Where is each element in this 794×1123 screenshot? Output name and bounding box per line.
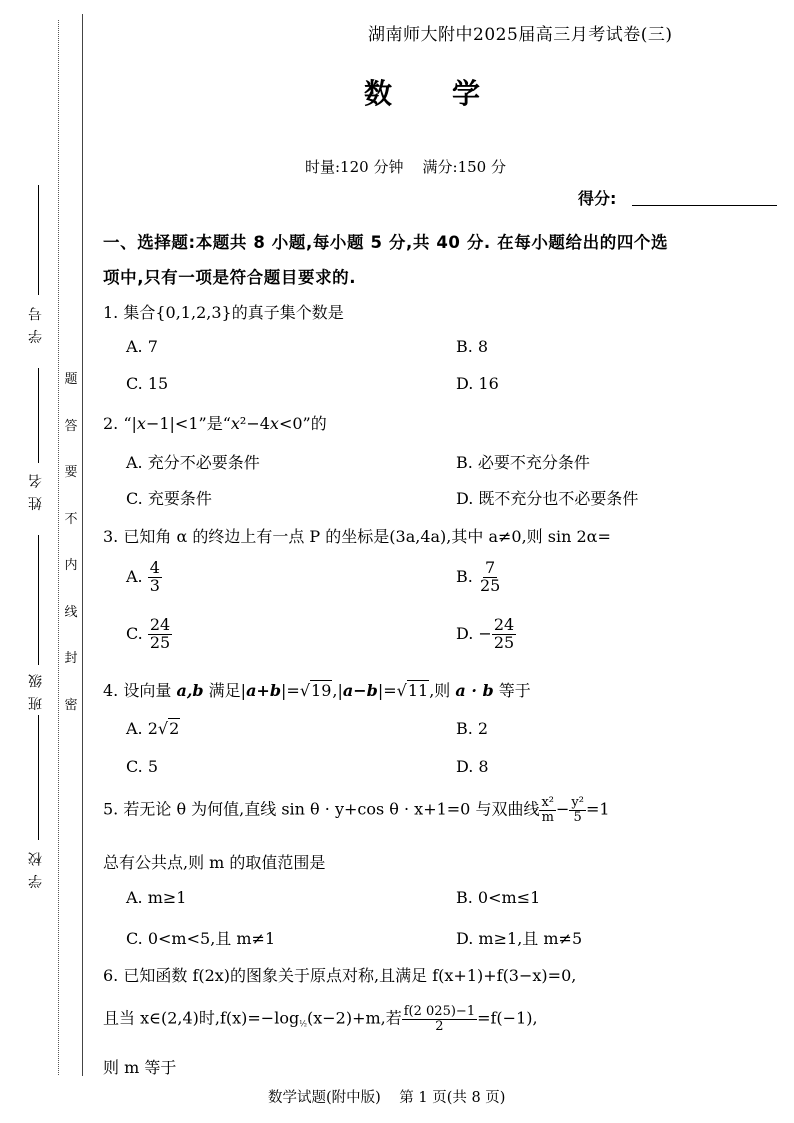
q1-option-d: D. 16 <box>456 374 499 393</box>
seal-char: 要 <box>64 465 78 481</box>
q3-option-b: B. $\frac{7}{25}$ <box>456 558 501 595</box>
q2-option-c: C. 充要条件 <box>126 489 212 508</box>
name-blank <box>38 368 39 463</box>
margin-name-label: 姓 名 <box>28 472 44 511</box>
q2-option-b: B. 必要不充分条件 <box>456 453 590 472</box>
q3-option-c: C. $\frac{24}{25}$ <box>126 615 171 652</box>
seal-char: 密 <box>64 697 78 713</box>
q3-option-d: D. − $\frac{24}{25}$ <box>456 615 515 652</box>
question-6-line3: 则 m 等于 <box>103 1058 177 1077</box>
question-5-line2: 总有公共点,则 m 的取值范围是 <box>103 853 326 872</box>
seal-char: 封 <box>64 651 78 667</box>
question-1-stem: 1. 集合{0,1,2,3}的真子集个数是 <box>103 303 344 322</box>
seal-char: 不 <box>64 511 78 527</box>
binding-dotted-line <box>58 20 59 1075</box>
q4-option-c: C. 5 <box>126 757 159 776</box>
subject-title: 数学 <box>364 77 541 110</box>
q4-option-a: A. 2√2 <box>126 719 180 738</box>
binding-solid-line <box>82 14 83 1076</box>
q5-option-d: D. m≥1,且 m≠5 <box>456 929 583 948</box>
q4-option-d: D. 8 <box>456 757 489 776</box>
q3-option-a: A. $\frac{4}{3}$ <box>126 558 160 595</box>
score-blank[interactable] <box>632 205 777 206</box>
question-6-line1: 6. 已知函数 f(2x)的图象关于原点对称,且满足 f(x+1)+f(3−x)=0, <box>103 966 577 985</box>
margin-class-label: 班 级 <box>28 672 44 711</box>
section-heading-line1: 一、选择题:本题共 8 小题,每小题 5 分,共 40 分. 在每小题给出的四个选 <box>103 233 669 252</box>
q1-option-c: C. 15 <box>126 374 169 393</box>
school-blank <box>38 715 39 840</box>
q1-option-a: A. 7 <box>126 337 158 356</box>
seal-line-notice <box>62 368 80 713</box>
q5-option-a: A. m≥1 <box>126 888 187 907</box>
margin-student-id-label: 学 号 <box>28 305 44 344</box>
student-id-blank <box>38 185 39 295</box>
score-label: 得分: <box>578 189 617 208</box>
q1-option-b: B. 8 <box>456 337 489 356</box>
q2-option-d: D. 既不充分也不必要条件 <box>456 489 639 508</box>
seal-char: 内 <box>64 558 78 574</box>
class-blank <box>38 535 39 665</box>
seal-char: 答 <box>64 418 78 434</box>
question-6-line2: 且当 x∈(2,4)时,f(x)=−log½(x−2)+m,若 $\frac{f(2 025)-1}{2}$ =f(−1), <box>103 1004 538 1034</box>
page-footer: 数学试题(附中版) 第 1 页(共 8 页) <box>268 1090 506 1106</box>
question-5-stem: 5. 若无论 θ 为何值,直线 sin θ · y+cos θ · x+1=0 与双曲线 $\frac{\text{x²}}{m}$ − $\frac{\text{y²}}{5}$ =1 <box>103 795 610 825</box>
q5-option-b: B. 0<m≤1 <box>456 888 541 907</box>
question-4-stem: 4. 设向量 a,b 满足|a+b|=√19,|a−b|=√11,则 a · b 等于 <box>103 681 531 700</box>
seal-char: 线 <box>64 604 78 620</box>
seal-char: 题 <box>64 372 78 387</box>
question-2-stem: 2. “|x−1|<1”是“x²−4x<0”的 <box>103 414 327 433</box>
q5-option-c: C. 0<m<5,且 m≠1 <box>126 929 276 948</box>
question-3-stem: 3. 已知角 α 的终边上有一点 P 的坐标是(3a,4a),其中 a≠0,则 sin 2α= <box>103 527 611 546</box>
margin-school-label: 学 校 <box>28 850 44 889</box>
exam-timing: 时量:120 分钟 满分:150 分 <box>305 158 506 176</box>
q2-option-a: A. 充分不必要条件 <box>126 453 260 472</box>
section-heading-line2: 项中,只有一项是符合题目要求的. <box>103 268 357 287</box>
exam-title: 湖南师大附中2025届高三月考试卷(三) <box>368 25 673 45</box>
q4-option-b: B. 2 <box>456 719 489 738</box>
